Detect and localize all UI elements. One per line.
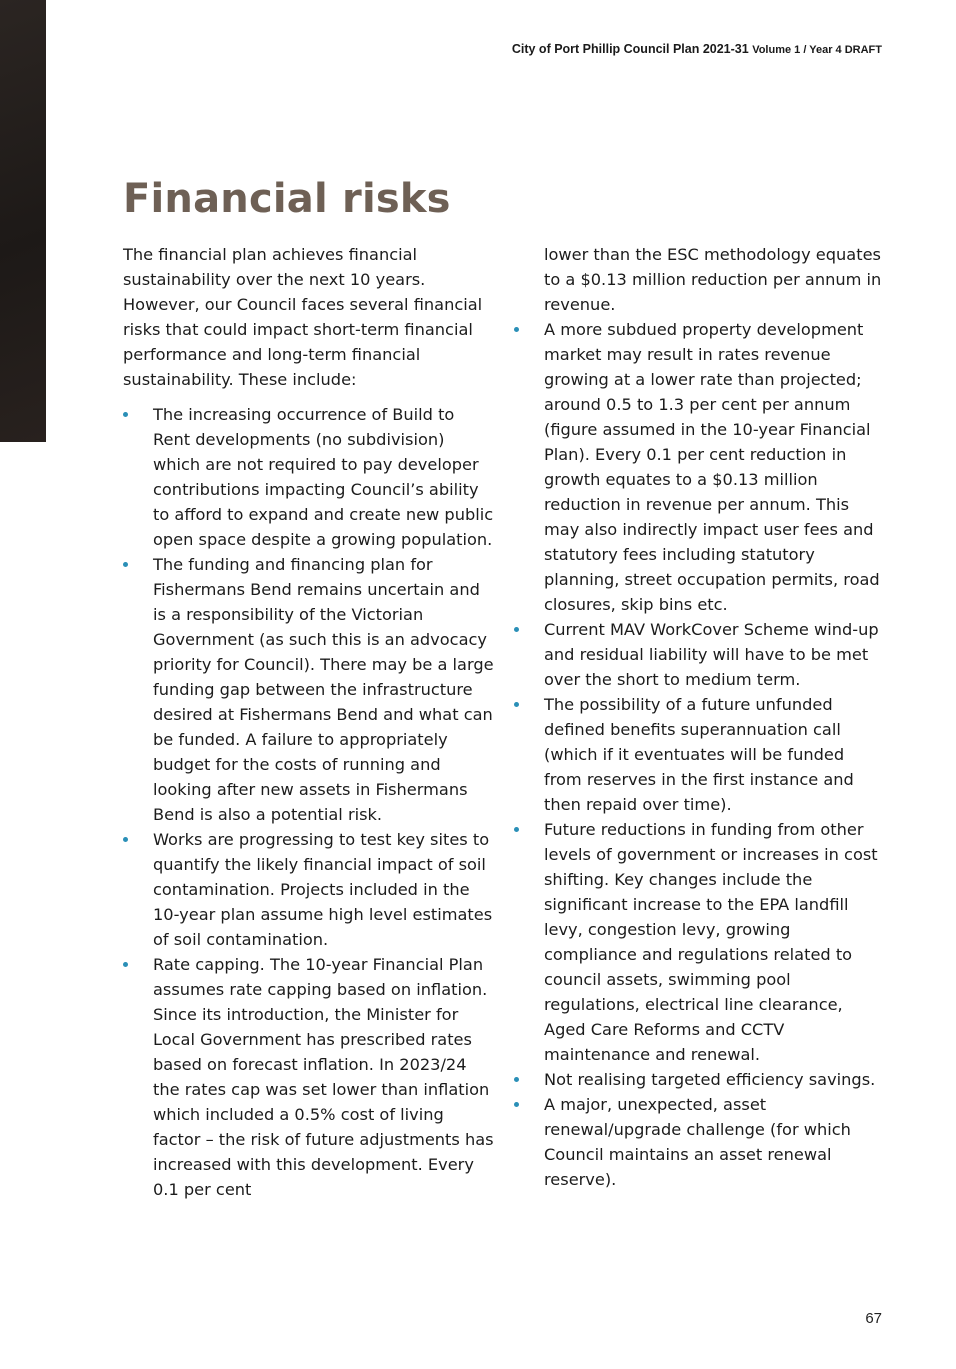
risk-list-left	[123, 402, 495, 1202]
list-item	[123, 402, 495, 552]
page-number: 67	[865, 1310, 882, 1327]
list-item	[123, 827, 495, 952]
list-item	[514, 1067, 886, 1092]
document-title: City of Port Phillip Council Plan 2021-31	[511, 42, 749, 56]
list-item-text: Not realising targeted efficiency savings.	[544, 1070, 876, 1089]
running-header	[512, 42, 882, 56]
list-item	[123, 952, 495, 1202]
bullet-icon	[123, 562, 128, 567]
bullet-icon	[514, 702, 519, 707]
intro-paragraph: The financial plan achieves financial sustainability over the next 10 years. However, our Council faces several financial risks that could impact short-term financial performance and long-term financial sustainability. These include:	[123, 245, 483, 389]
bullet-icon	[123, 962, 128, 967]
continued-text: lower than the ESC methodology equates to a $0.13 million reduction per annum in revenue.	[544, 245, 882, 314]
bullet-icon	[514, 827, 519, 832]
list-item	[514, 317, 886, 617]
list-item	[123, 552, 495, 827]
bullet-icon	[123, 837, 128, 842]
risk-list-right	[514, 317, 886, 1192]
list-item-text: A more subdued property development market may result in rates revenue growing at a lower rate than projected; around 0.5 to 1.3 per cent per annum (figure assumed in the 10-year Financial Plan). Every 0.1 per cent reduction in growth equates to a $0.13 million reduction in revenue per annum. This may also indirectly impact user fees and statutory fees including statutory planning, street occupation permits, road closures, skip bins etc.	[544, 320, 880, 614]
list-item	[514, 617, 886, 692]
page-title: Financial risks	[123, 176, 451, 222]
list-item-text: The increasing occurrence of Build to Rent developments (no subdivision) which are not required to pay developer contributions impacting Council’s ability to afford to expand and create new public open space despite a growing population.	[153, 405, 494, 549]
list-item-text: Works are progressing to test key sites to quantify the likely financial impact of soil contamination. Projects included in the 10-year plan assume high level estimates of soil contamination.	[153, 830, 493, 949]
decorative-side-band	[0, 0, 46, 442]
list-item	[514, 692, 886, 817]
document-subtitle: Volume 1 / Year 4 DRAFT	[752, 44, 882, 56]
list-item-text: The possibility of a future unfunded defined benefits superannuation call (which if it eventuates will be funded from reserves in the first instance and then repaid over time).	[544, 695, 854, 814]
bullet-icon	[514, 1102, 519, 1107]
right-column	[514, 242, 886, 1192]
list-item-text: The funding and financing plan for Fishermans Bend remains uncertain and is a responsibility of the Victorian Government (as such this is an advocacy priority for Council). There may be a large funding gap between the infrastructure desired at Fishermans Bend and what can be funded. A failure to appropriately budget for the costs of running and looking after new assets in Fishermans Bend is also a potential risk.	[153, 555, 494, 824]
list-item	[514, 1092, 886, 1192]
bullet-icon	[514, 327, 519, 332]
list-item-text: Current MAV WorkCover Scheme wind-up and residual liability will have to be met over the short to medium term.	[544, 620, 879, 689]
list-item	[514, 817, 886, 1067]
list-item-text: Future reductions in funding from other levels of government or increases in cost shifting. Key changes include the significant increase to the EPA landfill levy, congestion levy, growing compliance and regulations related to council assets, swimming pool regulations, electrical line clearance, Aged Care Reforms and CCTV maintenance and renewal.	[544, 820, 878, 1064]
left-column	[123, 242, 495, 1202]
bullet-icon	[514, 627, 519, 632]
bullet-icon	[514, 1077, 519, 1082]
list-item-text: A major, unexpected, asset renewal/upgrade challenge (for which Council maintains an asset renewal reserve).	[544, 1095, 851, 1189]
list-item-text: Rate capping. The 10-year Financial Plan assumes rate capping based on inflation. Since its introduction, the Minister for Local Government has prescribed rates based on forecast inflation. In 2023/24 the rates cap was set lower than inflation which included a 0.5% cost of living factor – the risk of future adjustments has increased with this development. Every 0.1 per cent	[153, 955, 494, 1199]
bullet-icon	[123, 412, 128, 417]
